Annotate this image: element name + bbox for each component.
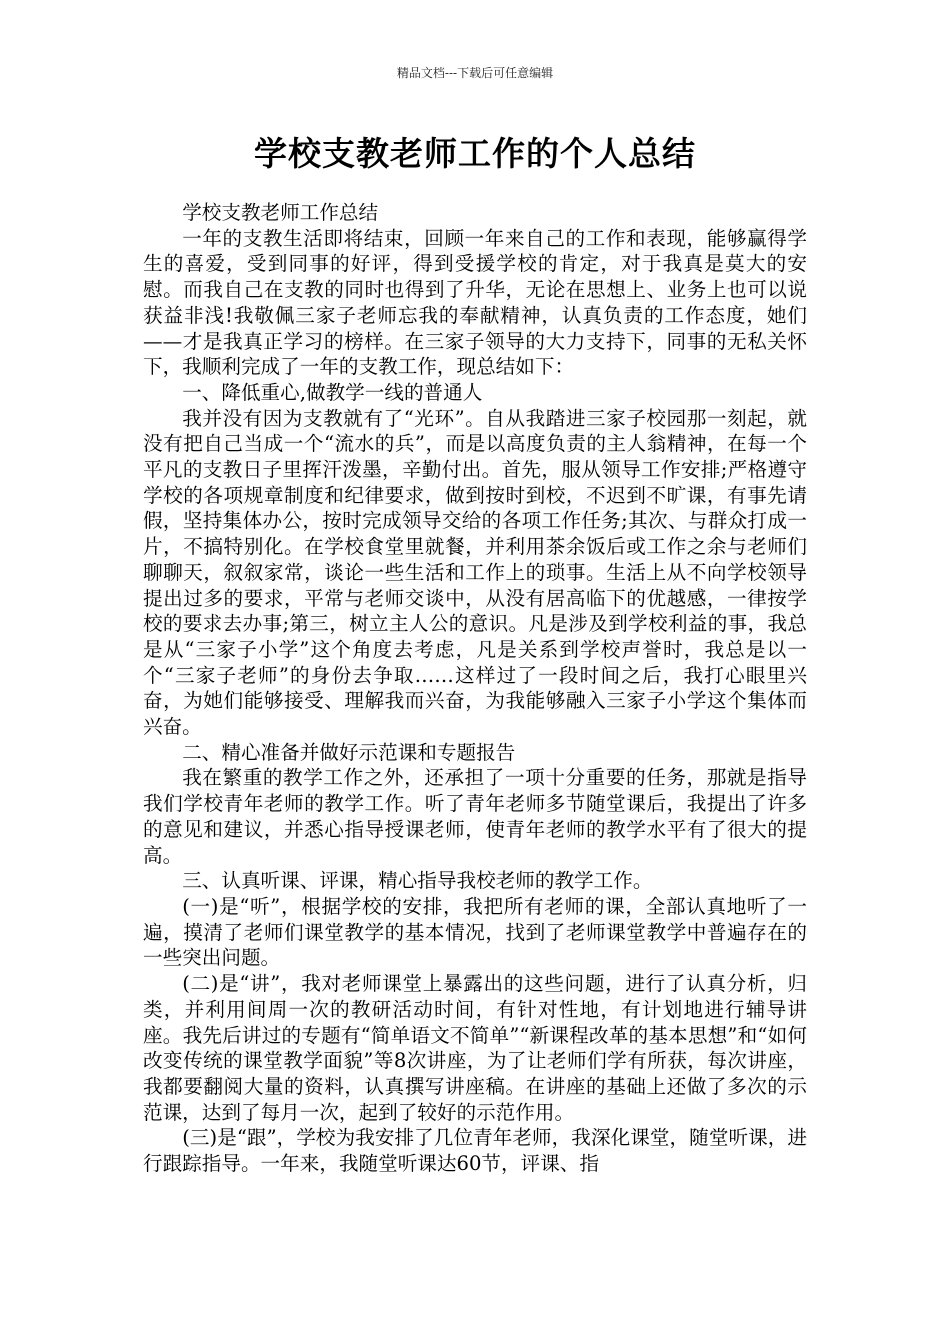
body-paragraph: 我并没有因为支教就有了“光环”。自从我踏进三家子校园那一刻起，就没有把自己当成一个“流水的兵”，而是以高度负责的主人翁精神，在每一个平凡的支教日子里挥汗泼墨，辛勤付出。首先，服从领导工作安排;严格遵守学校的各项规章制度和纪律要求，做到按时到校，不迟到不旷课，有事先请假，坚持集体办公，按时完成领导交给的各项工作任务;其次、与群众打成一片，不搞特别化。在学校食堂里就餐，并利用茶余饭后或工作之余与老师们聊聊天，叙叙家常，谈论一些生活和工作上的琐事。生活上从不向学校领导提出过多的要求，平常与老师交谈中，从没有居高临下的优越感，一律按学校的要求去办事;第三，树立主人公的意识。凡是涉及到学校利益的事，我总是从“三家子小学”这个角度去考虑，凡是关系到学校声誉时，我总是以一个“三家子老师”的身份去争取……这样过了一段时间之后，我打心眼里兴奋，为她们能够接受、理解我而兴奋，为我能够融入三家子小学这个集体而兴奋。 — [143, 406, 807, 739]
document-body — [143, 200, 807, 1177]
body-paragraph: (二)是“讲”，我对老师课堂上暴露出的这些问题，进行了认真分析，归类，并利用间周一次的教研活动时间，有针对性地，有计划地进行辅导讲座。我先后讲过的专题有“简单语文不简单”“新课程改革的基本思想”和“如何改变传统的课堂教学面貌”等8次讲座，为了让老师们学有所获，每次讲座，我都要翻阅大量的资料，认真撰写讲座稿。在讲座的基础上还做了多次的示范课，达到了每月一次，起到了较好的示范作用。 — [143, 972, 807, 1124]
body-paragraph: 我在繁重的教学工作之外，还承担了一项十分重要的任务，那就是指导我们学校青年老师的教学工作。听了青年老师多节随堂课后，我提出了许多的意见和建议，并悉心指导授课老师，使青年老师的教学水平有了很大的提高。 — [143, 766, 807, 867]
body-paragraph: (三)是“跟”，学校为我安排了几位青年老师，我深化课堂，随堂听课，进行跟踪指导。一年来，我随堂听课达60节，评课、指 — [143, 1126, 807, 1176]
intro-paragraph: 一年的支教生活即将结束，回顾一年来自己的工作和表现，能够赢得学生的喜爱，受到同事的好评，得到受援学校的肯定，对于我真是莫大的安慰。而我自己在支教的同时也得到了升华，无论在思想上、业务上也可以说获益非浅!我敬佩三家子老师忘我的奉献精神，认真负责的工作态度，她们——才是我真正学习的榜样。在三家子领导的大力支持下，同事的无私关怀下，我顺利完成了一年的支教工作，现总结如下： — [143, 226, 807, 379]
document-title: 学校支教老师工作的个人总结 — [254, 134, 696, 173]
page-header: 精品文档---下载后可任意编辑 — [396, 66, 554, 80]
section-heading-2: 二、精心准备并做好示范课和专题报告 — [182, 740, 516, 764]
body-paragraph: (一)是“听”，根据学校的安排，我把所有老师的课，全部认真地听了一遍，摸清了老师们课堂教学的基本情况，找到了老师课堂教学中普遍存在的一些突出问题。 — [143, 894, 807, 970]
section-heading-1: 一、降低重心,做教学一线的普通人 — [182, 380, 483, 404]
subtitle-paragraph: 学校支教老师工作总结 — [182, 201, 379, 224]
section-heading-3: 三、认真听课、评课，精心指导我校老师的教学工作。 — [182, 869, 653, 893]
